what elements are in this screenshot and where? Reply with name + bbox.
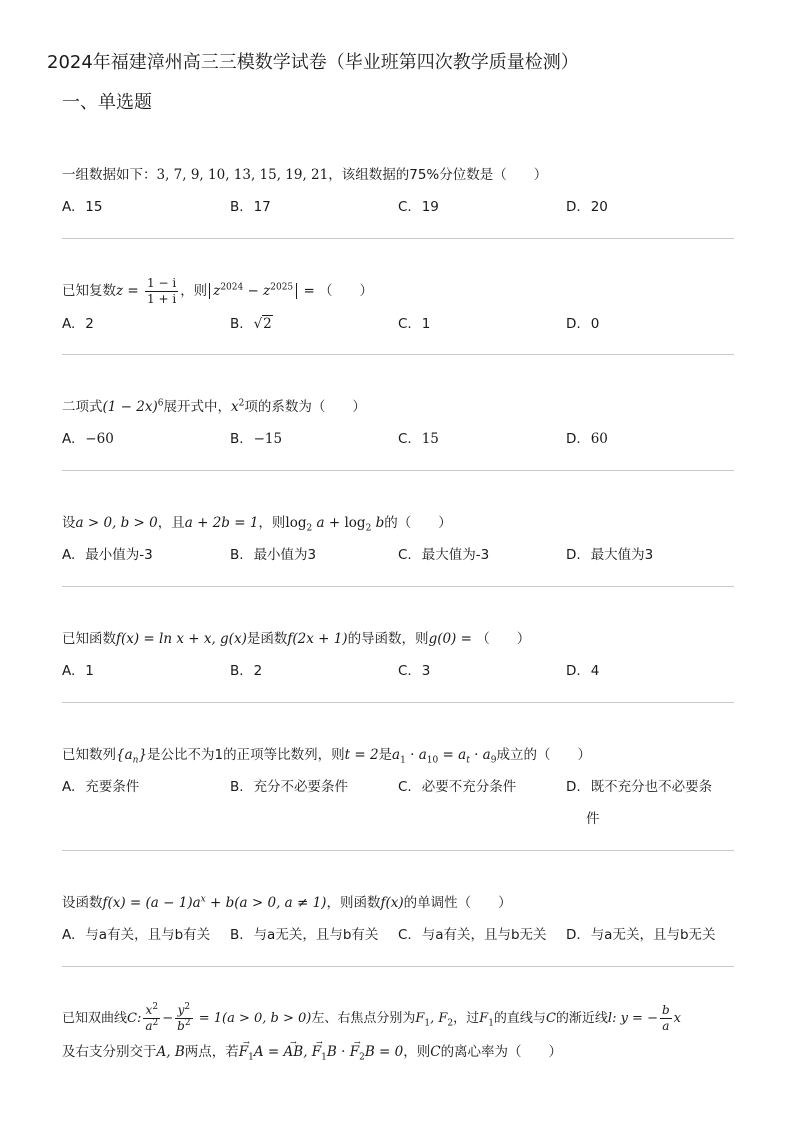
stem-math: b (177, 1019, 185, 1033)
exponent: 2024 (220, 282, 244, 293)
subscript: n (132, 755, 139, 766)
option-letter: C. (398, 316, 412, 332)
option-letter: B. (230, 316, 244, 332)
option-text: 与a有关，且与b无关 (421, 927, 547, 943)
option-letter: A. (62, 779, 76, 795)
option-a[interactable] (62, 314, 94, 334)
option-letter: C. (398, 431, 412, 447)
option-letter: A. (62, 547, 76, 563)
option-letter: D. (566, 779, 581, 795)
option-a[interactable] (62, 661, 94, 681)
subscript: 9 (490, 755, 497, 766)
stem-math: F (311, 1044, 322, 1060)
fraction (143, 1003, 160, 1034)
stem-math: t = 2 (344, 747, 379, 763)
subscript: 2 (365, 523, 372, 534)
fraction-numerator: 1 − i (147, 275, 177, 290)
option-letter: B. (230, 547, 244, 563)
option-a[interactable] (62, 197, 102, 217)
stem-math: log (285, 515, 307, 531)
stem-text: 左、右焦点分别为 (311, 1011, 416, 1026)
stem-math: (1 − 2x) (102, 399, 158, 415)
square-root: √2 (253, 316, 272, 332)
stem-text: 的导函数，则 (347, 631, 429, 647)
stem-math: x (673, 1011, 682, 1026)
question-stem-line-2: 及右支分别交于A, B两点，若→ $F_1A$ = → AB, → $F_1B$ · → $F_2B = 0$，则C的离心率为（ ） (62, 1042, 562, 1062)
question-stem (62, 629, 530, 649)
stem-text: 的直线与 (493, 1011, 546, 1026)
question-1 (62, 165, 734, 215)
option-letter: C. (398, 927, 412, 943)
option-a[interactable] (62, 545, 153, 565)
stem-math: y (177, 1003, 185, 1017)
vector (312, 1042, 327, 1062)
fraction-numerator: b (661, 1003, 670, 1017)
option-letter: D. (566, 547, 581, 563)
stem-text: 展开式中， (163, 399, 231, 415)
page-title: 2024年福建漳州高三三模数学试卷（毕业班第四次教学质量检测） (47, 52, 579, 73)
option-d-continuation (586, 809, 600, 829)
stem-text: 及右支分别交于 (62, 1044, 157, 1060)
option-d[interactable] (566, 314, 599, 334)
question-stem (62, 165, 547, 185)
option-d[interactable] (566, 545, 653, 565)
stem-math: a (392, 747, 401, 763)
stem-math: · a (405, 747, 427, 763)
stem-text: 一组数据如下： (62, 167, 157, 183)
stem-math: C: (127, 1011, 142, 1026)
stem-text: ，则 (258, 515, 286, 531)
stem-math: F (349, 1044, 360, 1060)
option-letter: B. (230, 663, 244, 679)
stem-text: 的离心率为（ ） (440, 1044, 563, 1060)
option-letter: D. (566, 431, 581, 447)
option-text: 最小值为3 (253, 547, 317, 563)
option-a[interactable] (62, 925, 210, 945)
stem-text: 已知双曲线 (62, 1011, 128, 1026)
option-letter: D. (566, 927, 581, 943)
option-letter: C. (398, 779, 412, 795)
stem-math: z (263, 283, 271, 299)
section-title: 一、单选题 (62, 92, 152, 113)
divider (62, 238, 734, 239)
option-text: 充分不必要条件 (253, 779, 349, 795)
stem-math: = (123, 283, 144, 299)
option-text: 60 (590, 431, 608, 447)
stem-text: ，过 (453, 1011, 480, 1026)
question-stem (62, 513, 452, 533)
stem-text: 是公比不为1的正项等比数列，则 (147, 747, 345, 763)
option-text: 0 (590, 316, 600, 332)
stem-text: 二项式 (62, 399, 103, 415)
option-text: 与a有关，且与b有关 (85, 927, 211, 943)
option-text: 15 (85, 199, 103, 215)
option-text: 与a无关，且与b有关 (253, 927, 379, 943)
stem-math: A = (253, 1044, 284, 1060)
option-text: 4 (590, 663, 600, 679)
question-6 (62, 745, 734, 835)
subscript: t (466, 755, 470, 766)
question-stem (62, 893, 512, 913)
stem-text: 是函数 (246, 631, 288, 647)
stem-text: 成立的（ ） (496, 747, 591, 763)
fraction (175, 1003, 192, 1034)
stem-math: b (371, 515, 385, 531)
option-b[interactable] (230, 925, 378, 945)
stem-math: + b(a > 0, a ≠ 1) (205, 895, 327, 911)
fraction (145, 276, 178, 307)
stem-math: z (116, 283, 124, 299)
option-text: 件 (586, 811, 600, 827)
option-d[interactable] (566, 925, 716, 945)
stem-math: , F (430, 1011, 448, 1026)
stem-math: · a (469, 747, 491, 763)
stem-math: C (430, 1044, 441, 1060)
option-d[interactable] (566, 777, 712, 797)
stem-math: a > 0, b > 0 (75, 515, 158, 531)
stem-text: 设函数 (62, 895, 103, 911)
stem-math: B · (326, 1044, 350, 1060)
option-letter: D. (566, 663, 581, 679)
option-text: 2 (85, 316, 94, 332)
option-text: −15 (253, 431, 283, 447)
option-d[interactable] (566, 197, 608, 217)
option-letter: B. (230, 779, 244, 795)
stem-text: 已知函数 (62, 631, 116, 647)
stem-math: g(0) = (428, 631, 477, 647)
fraction-numerator (143, 1003, 160, 1019)
option-a[interactable] (62, 777, 139, 797)
option-d[interactable] (566, 429, 608, 449)
absolute-value (209, 283, 297, 299)
stem-math: A, B (156, 1044, 185, 1060)
stem-math: l: y = − (607, 1011, 658, 1026)
vector (239, 1042, 254, 1062)
option-letter: A. (62, 199, 76, 215)
question-5 (62, 629, 734, 679)
stem-text: ，则 (403, 1044, 431, 1060)
stem-text: 已知复数 (62, 283, 116, 299)
option-letter: A. (62, 927, 76, 943)
stem-math: F (415, 1011, 425, 1026)
question-4 (62, 513, 734, 563)
stem-text: （ ） (476, 631, 531, 647)
option-text: 最大值为3 (590, 547, 654, 563)
divider (62, 354, 734, 355)
stem-text: 已知数列 (62, 747, 116, 763)
stem-math: F (238, 1044, 249, 1060)
option-b[interactable] (230, 197, 271, 217)
vector (350, 1042, 365, 1062)
subscript: 2 (306, 523, 313, 534)
subscript: 1 (400, 755, 406, 766)
option-c[interactable] (398, 197, 439, 217)
stem-text: = （ ） (299, 283, 374, 299)
stem-text: 是 (378, 747, 393, 763)
option-text: 1 (421, 316, 431, 332)
exponent: 2 (152, 1002, 159, 1012)
option-text: 既不充分也不必要条 (590, 779, 713, 795)
fraction-denominator: 1 + i (147, 291, 177, 306)
option-letter: A. (62, 431, 76, 447)
option-letter: B. (230, 927, 244, 943)
option-c[interactable] (398, 777, 516, 797)
divider (62, 966, 734, 967)
divider (62, 702, 734, 703)
question-8 (62, 1000, 734, 1070)
option-text: 17 (253, 199, 271, 215)
stem-math: B = 0 (364, 1044, 404, 1060)
option-letter: D. (566, 199, 581, 215)
option-b[interactable] (230, 429, 282, 449)
option-b[interactable] (230, 314, 273, 334)
stem-text: 的单调性（ ） (403, 895, 512, 911)
stem-math: = 1(a > 0, b > 0) (194, 1011, 312, 1026)
stem-math: a + (312, 515, 345, 531)
option-letter: D. (566, 316, 581, 332)
question-stem-line-1: 已知双曲线C: $\frac{x^2}{a^2}$ − $\frac{y^2}{b^2}$ = 1(a > 0, b > 0)左、右焦点分别为$F_1$, $F_2$，过$F_1$的直线与C的渐近线l: y = − $\frac{b}{a}$ x (62, 1002, 682, 1033)
stem-math: a + 2b = 1 (184, 515, 259, 531)
question-2 (62, 272, 734, 332)
subscript: 10 (426, 755, 439, 766)
option-text: 2 (263, 316, 272, 332)
stem-math: C (545, 1011, 556, 1026)
stem-math: a (145, 1019, 153, 1033)
exponent: 2 (152, 1018, 159, 1028)
stem-math: 3, 7, 9, 10, 13, 15, 19, 21 (156, 167, 329, 183)
option-c[interactable] (398, 314, 430, 334)
stem-math: f(2x + 1) (287, 631, 348, 647)
divider (62, 850, 734, 851)
option-text: 必要不充分条件 (421, 779, 517, 795)
option-a[interactable] (62, 429, 114, 449)
subscript: 1 (488, 1018, 494, 1029)
option-b[interactable] (230, 545, 316, 565)
option-letter: B. (230, 431, 244, 447)
stem-math: f(x) = ln x + x, g(x) (116, 631, 247, 647)
divider (62, 586, 734, 587)
stem-math: log (344, 515, 366, 531)
question-stem (62, 397, 366, 417)
option-c[interactable] (398, 661, 430, 681)
exponent: 2 (184, 1018, 191, 1028)
question-7 (62, 893, 734, 943)
option-letter: B. (230, 199, 244, 215)
stem-text: 设 (62, 515, 76, 531)
option-text: 2 (253, 663, 263, 679)
option-letter: C. (398, 547, 412, 563)
option-text: 充要条件 (85, 779, 140, 795)
stem-math: F (479, 1011, 489, 1026)
option-text: 19 (421, 199, 439, 215)
subscript: 1 (321, 1052, 327, 1063)
fraction (660, 1003, 672, 1034)
option-text: 与a无关，且与b无关 (590, 927, 716, 943)
stem-math: − (243, 283, 264, 299)
exponent: 2 (238, 398, 245, 409)
option-c[interactable] (398, 429, 439, 449)
option-letter: C. (398, 663, 412, 679)
stem-math: f(x) = (a − 1)a (102, 895, 201, 911)
question-stem (62, 745, 591, 765)
exponent: 2 (184, 1002, 191, 1012)
stem-math: {a (116, 747, 133, 763)
option-text: 15 (421, 431, 439, 447)
stem-text: 的（ ） (384, 515, 452, 531)
option-letter: C. (398, 199, 412, 215)
fraction-denominator (143, 1019, 160, 1034)
stem-text: 的渐近线 (555, 1011, 608, 1026)
option-text: 3 (421, 663, 431, 679)
stem-math: } (138, 747, 148, 763)
option-text: 最大值为-3 (421, 547, 490, 563)
stem-text: ，则 (180, 283, 208, 299)
stem-math: = a (438, 747, 467, 763)
option-b[interactable] (230, 661, 262, 681)
option-text: 最小值为-3 (85, 547, 153, 563)
subscript: 2 (359, 1052, 365, 1063)
option-letter: A. (62, 316, 76, 332)
option-d[interactable] (566, 661, 599, 681)
question-stem (62, 274, 373, 308)
subscript: 2 (447, 1018, 454, 1029)
stem-text: ，且 (157, 515, 185, 531)
stem-math: x (230, 399, 239, 415)
subscript: 1 (424, 1018, 431, 1029)
stem-text: ，则函数 (326, 895, 381, 911)
fraction-denominator (175, 1019, 192, 1034)
option-text: 20 (590, 199, 608, 215)
stem-math: z (213, 283, 221, 299)
stem-math: x (145, 1003, 153, 1017)
stem-text: 两点，若 (184, 1044, 239, 1060)
exponent: x (200, 894, 206, 905)
exponent: 2025 (270, 282, 294, 293)
option-c[interactable] (398, 545, 489, 565)
option-text: −60 (85, 431, 114, 447)
subscript: 1 (248, 1052, 254, 1063)
question-3 (62, 397, 734, 447)
stem-math: f(x) (380, 895, 404, 911)
option-letter: A. (62, 663, 76, 679)
exponent: 6 (157, 398, 164, 409)
vector: → AB (284, 1042, 304, 1062)
fraction-numerator (175, 1003, 192, 1019)
stem-text: 项的系数为（ ） (244, 399, 366, 415)
option-text: 1 (85, 663, 94, 679)
option-c[interactable] (398, 925, 547, 945)
option-b[interactable] (230, 777, 348, 797)
fraction-denominator: a (662, 1019, 670, 1033)
stem-text: ，该组数据的75%分位数是（ ） (328, 167, 548, 183)
divider (62, 470, 734, 471)
